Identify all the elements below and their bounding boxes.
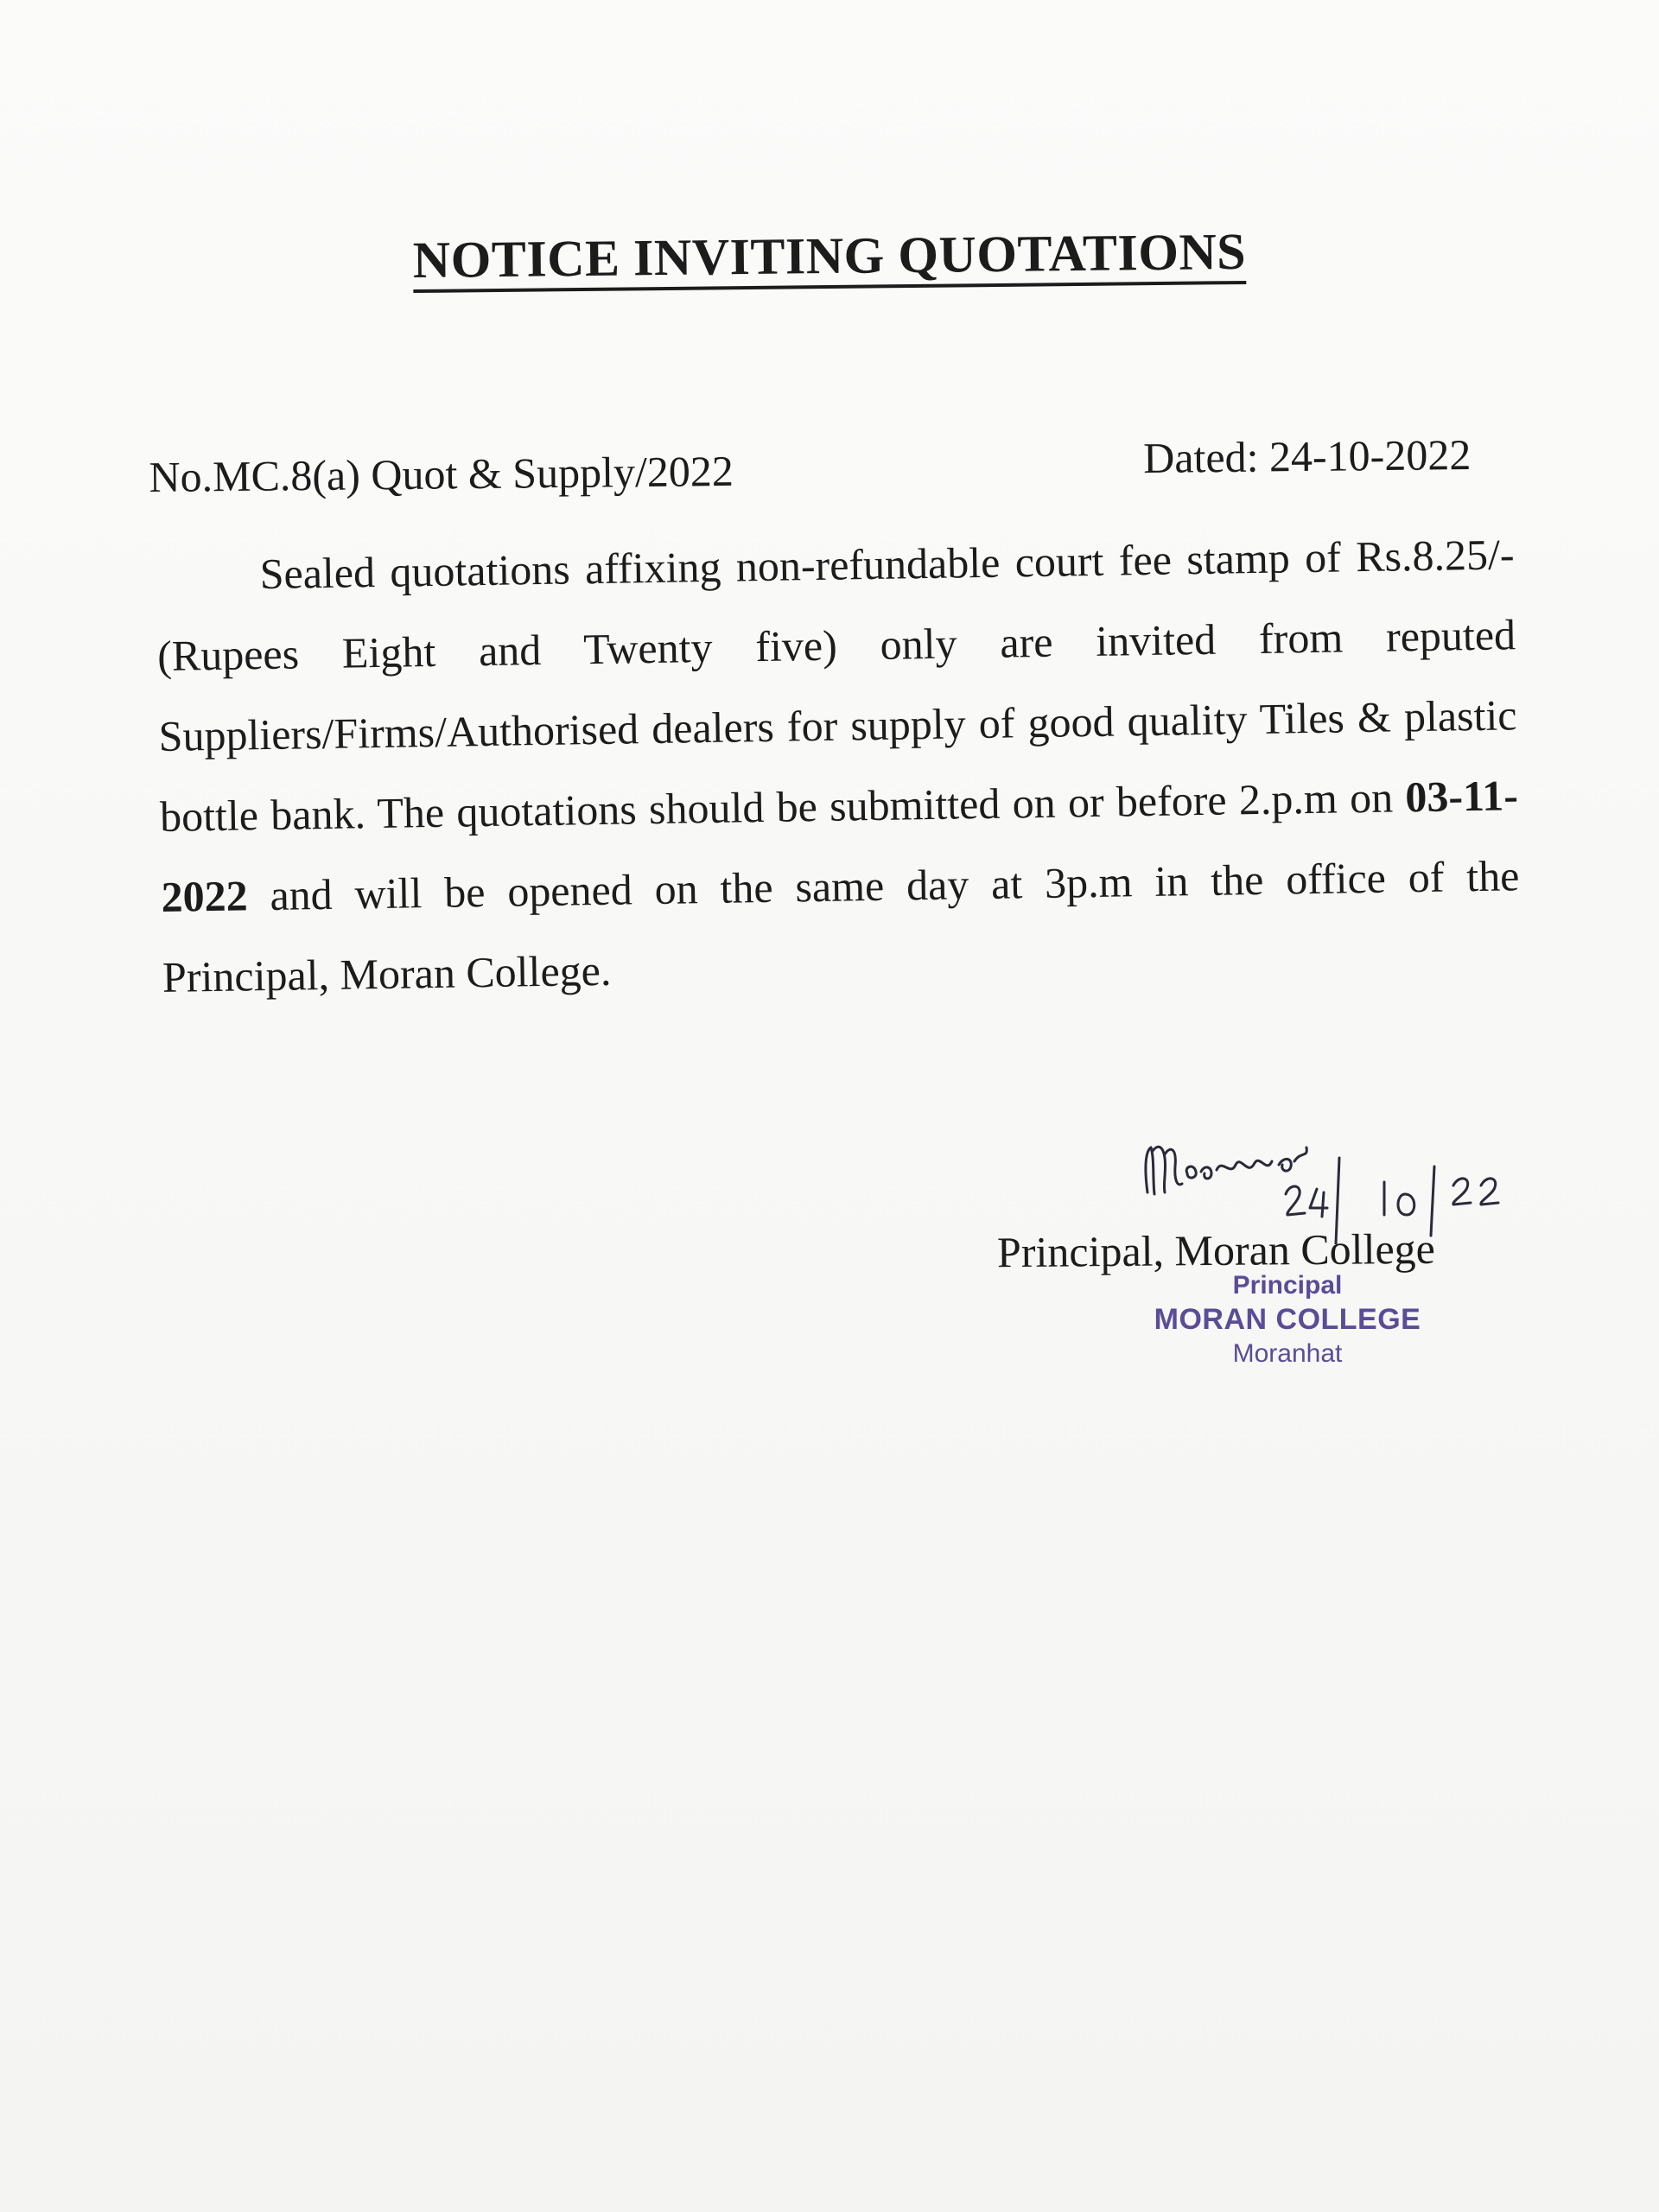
notice-paragraph (156, 514, 1522, 1018)
signature-block (994, 1132, 1599, 1391)
submission-date: 03-11-2022 (161, 771, 1519, 921)
stamp-location: Moranhat (1232, 1339, 1343, 1368)
body-text-part2: and will be opened on the same day at 3p.m in the office of the Principal, Moran College. (162, 851, 1520, 1001)
stamp-designation: Principal (1232, 1271, 1343, 1300)
reference-number: No.MC.8(a) Quot & Supply/2022 (149, 446, 734, 502)
body-text-part1: Sealed quotations affixing non-refundable court fee stamp of Rs.8.25/-(Rupees Eight and Twenty five) only are invited from reputed Suppliers/Firms/Authorised dealers for supply of good quality Tiles & plastic bottle bank. The quotations should be submitted on or before 2.p.m on (156, 530, 1517, 841)
stamp-institution: MORAN COLLEGE (1154, 1303, 1421, 1336)
signatory-name: Principal, Moran College (996, 1224, 1436, 1277)
notice-body (156, 514, 1522, 1018)
reference-line (149, 429, 1471, 502)
notice-title-text: NOTICE INVITING QUOTATIONS (413, 225, 1247, 293)
notice-date: Dated: 24-10-2022 (1142, 429, 1471, 482)
official-stamp (1149, 1270, 1426, 1370)
notice-title (0, 218, 1659, 297)
